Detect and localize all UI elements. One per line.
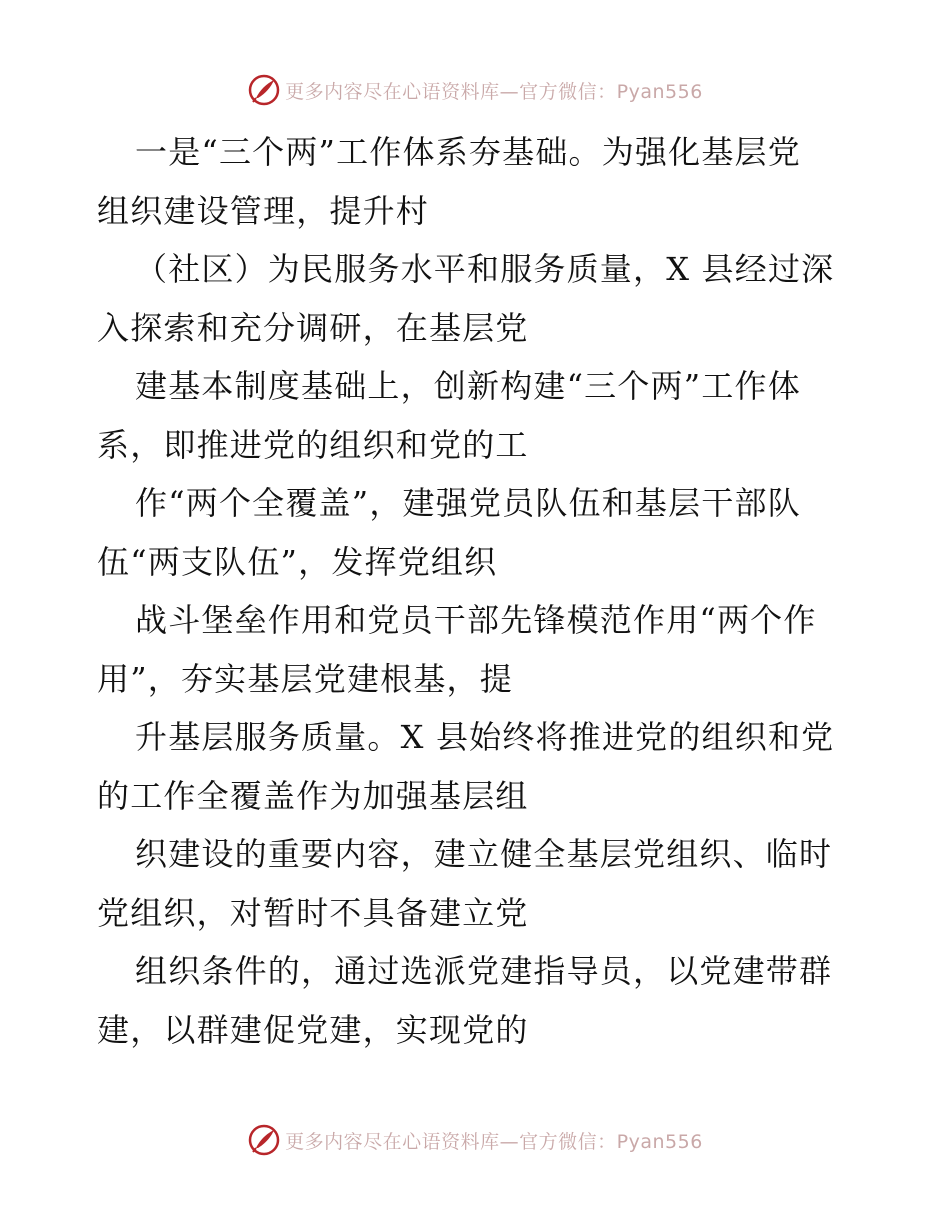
body-line: 建基本制度基础上，创新构建“三个两”工作体 (135, 367, 801, 405)
body-line: 组织建设管理，提升村 (97, 191, 430, 230)
body-line: 战斗堡垒作用和党员干部先锋模范作用“两个作 (135, 601, 817, 639)
body-line: 组织条件的，通过选派党建指导员，以党建带群 (135, 952, 833, 990)
body-line: 一是“三个两”工作体系夯基础。为强化基层党 (135, 133, 801, 171)
body-line: 入探索和充分调研，在基层党 (97, 308, 529, 347)
body-line: 的工作全覆盖作为加强基层组 (97, 776, 529, 815)
body-line: 作“两个全覆盖”，建强党员队伍和基层干部队 (135, 484, 801, 522)
body-line: 系，即推进党的组织和党的工 (97, 425, 529, 464)
header-banner (0, 70, 950, 110)
feather-pen-logo-icon (247, 73, 281, 107)
body-line: 伍“两支队伍”，发挥党组织 (97, 542, 498, 581)
body-line: 党组织，对暂时不具备建立党 (97, 893, 529, 932)
body-line: （社区）为民服务水平和服务质量，X 县经过深 (135, 250, 835, 288)
footer-banner (0, 1120, 950, 1160)
body-line: 建，以群建促党建，实现党的 (97, 1010, 529, 1049)
body-line: 织建设的重要内容，建立健全基层党组织、临时 (135, 835, 833, 873)
body-line: 升基层服务质量。X 县始终将推进党的组织和党 (135, 718, 835, 756)
header-banner-text: 更多内容尽在心语资料库—官方微信：Pyan556 (285, 80, 703, 103)
feather-pen-logo-icon (247, 1123, 281, 1157)
document-body (97, 123, 857, 1059)
body-line: 用”，夯实基层党建根基，提 (97, 659, 513, 698)
footer-banner-text: 更多内容尽在心语资料库—官方微信：Pyan556 (285, 1130, 703, 1153)
